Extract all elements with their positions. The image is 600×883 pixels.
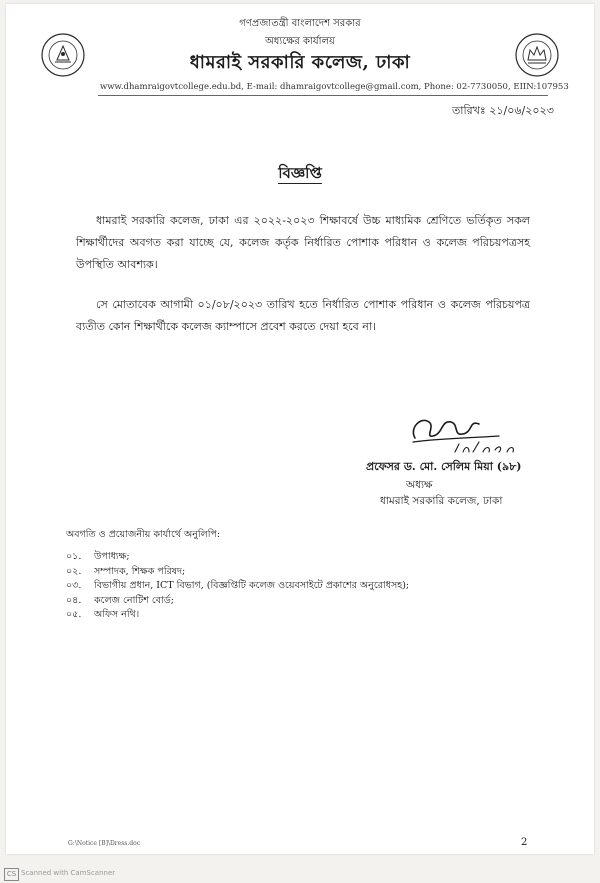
notice-title (6, 162, 594, 187)
signer-title: অধ্যক্ষ (406, 479, 433, 491)
list-item (66, 550, 409, 565)
copy-heading: অবগতি ও প্রয়োজনীয় কার্যার্থে অনুলিপি: (66, 529, 221, 540)
notice-date: তারিখঃ ২১/০৬/২০২৩ (452, 104, 554, 117)
copy-number: ০১. (66, 551, 82, 562)
copy-recipient: কলেজ নোটিশ বোর্ড; (94, 594, 174, 606)
copy-recipient: সম্পাদক, শিক্ষক পরিষদ; (94, 565, 186, 577)
copy-number: ০২. (66, 565, 82, 577)
list-item (66, 594, 409, 609)
college-name: ধামরাই সরকারি কলেজ, ঢাকা (189, 52, 411, 73)
notice-paragraph-2: সে মোতাবেক আগামী ০১/০৮/২০২৩ তারিখ হতে নির্ধারিত পোশাক পরিধান ও কলেজ পরিচয়পত্র ব্যতীত কোন শিক্ষার্থীকে কলেজ ক্যাম্পাসে প্রবেশ করতে দেয়া হবে না। (76, 298, 530, 333)
copy-recipient: উপাধ্যক্ষ; (94, 551, 130, 562)
list-item (66, 579, 409, 594)
header-divider (98, 95, 548, 96)
notice-paragraph-1: ধামরাই সরকারি কলেজ, ঢাকা এর ২০২২-২০২৩ শিক্ষাবর্ষে উচ্চ মাধ্যমিক শ্রেণিতে ভর্তিকৃত সকল শিক্ষার্থীদের অবগত করা যাচ্ছে যে, কলেজ কর্তৃক নির্ধারিত পোশাক পরিধান ও কলেজ পরিচয়পত্রসহ উপস্থিতি আবশ্যক। (76, 214, 530, 271)
crown-seal-icon (514, 32, 560, 78)
signer-name: প্রফেসর ড. মো. সেলিম মিয়া (৯৮) (366, 460, 522, 473)
notice-title-text: বিজ্ঞপ্তি (278, 164, 322, 182)
copy-number: ০৫. (66, 609, 82, 620)
copy-number: ০৩. (66, 580, 82, 591)
copy-recipient: বিভাগীয় প্রধান, ICT বিভাগ, (বিজ্ঞপ্তিটি কলেজ ওয়েবসাইটে প্রকাশের অনুরোধসহ); (94, 580, 410, 591)
letterhead (6, 4, 594, 104)
copy-list (66, 550, 409, 623)
camscanner-icon: CS (4, 868, 19, 881)
scanner-watermark (0, 866, 600, 883)
file-path: G:\Notice [B]\Dress.doc (68, 840, 141, 847)
copy-number: ০৪. (66, 594, 82, 606)
handwritten-signature (403, 408, 531, 460)
notice-page (6, 4, 594, 854)
scanner-text: Scanned with CamScanner (21, 869, 116, 877)
list-item (66, 565, 409, 580)
copy-recipient: অফিস নথি। (94, 609, 140, 620)
signer-college: ধামরাই সরকারি কলেজ, ঢাকা (380, 495, 503, 507)
office-line: অধ্যক্ষের কার্যালয় (265, 36, 335, 47)
government-line: গণপ্রজাতন্ত্রী বাংলাদেশ সরকার (239, 18, 361, 29)
list-item (66, 608, 409, 623)
page-number: 2 (521, 837, 528, 848)
contact-line: www.dhamraigovtcollege.edu.bd, E-mail: dhamraigovtcollege@gmail.com, Phone: 02-7730050, EIIN:107953 (100, 82, 569, 92)
